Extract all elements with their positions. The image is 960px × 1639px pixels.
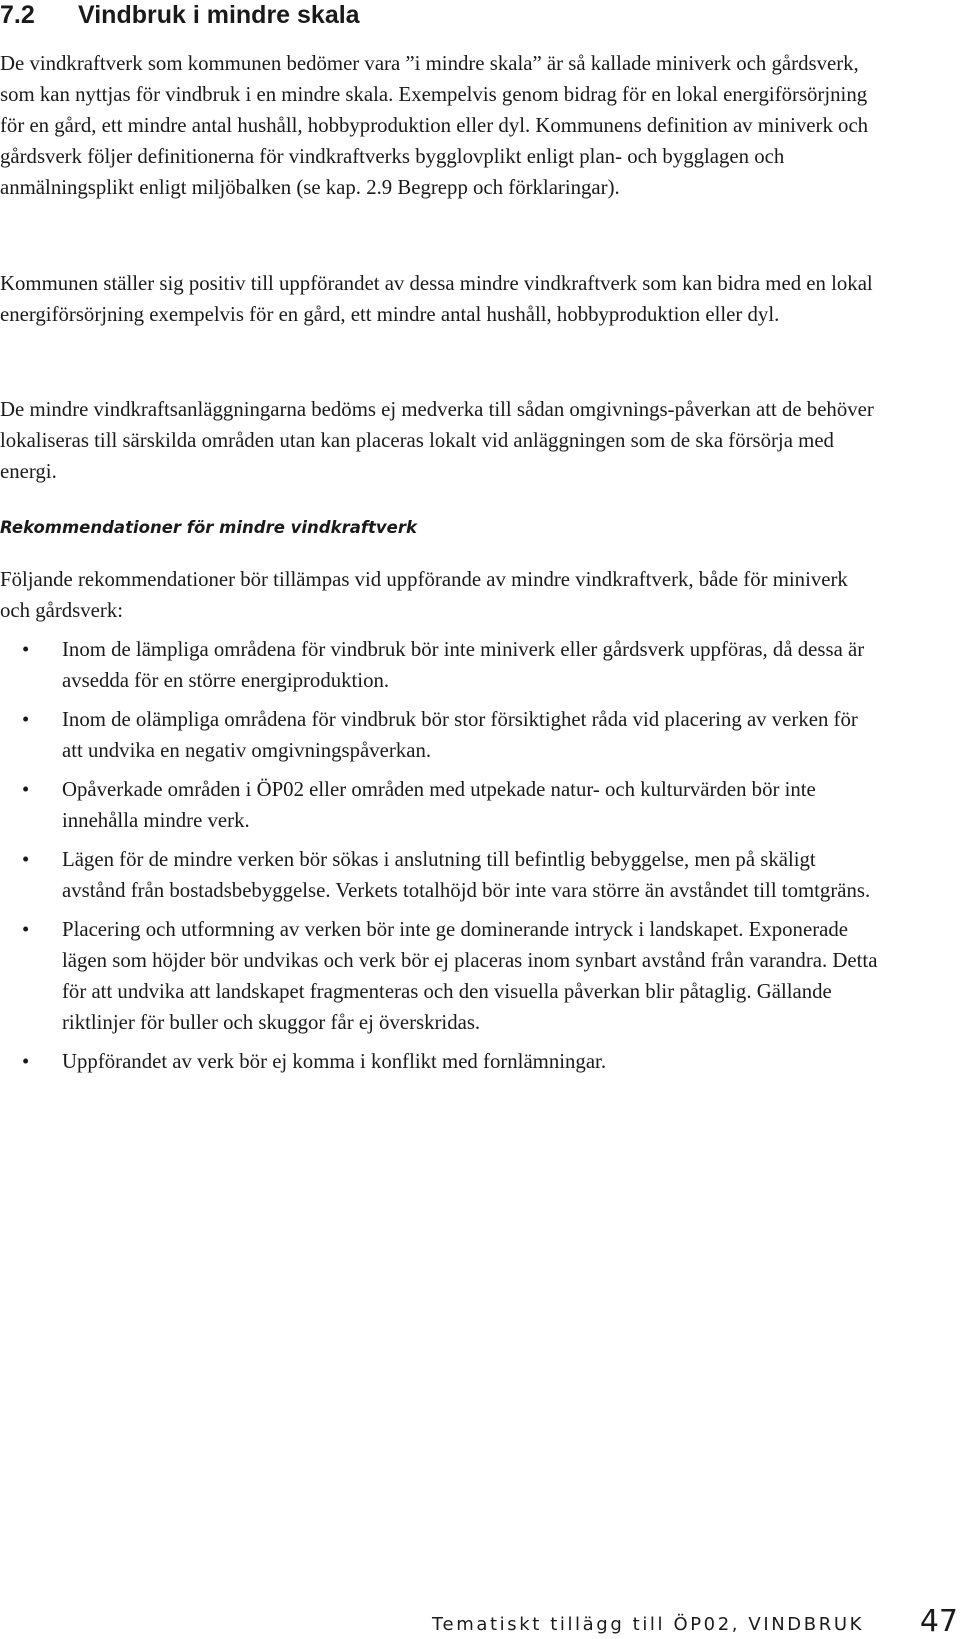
page-number: 47 [919,1604,958,1639]
recommendation-item [0,634,882,696]
bullet-icon: • [22,778,30,801]
footer-document-title: Tematiskt tillägg till ÖP02, VINDBRUK [431,1614,864,1635]
bullet-icon: • [22,1050,30,1073]
recommendation-text: Inom de lämpliga områdena för vindbruk bör inte miniverk eller gårdsverk uppföras, då dessa är avsedda för en större energiproduktion. [62,638,865,692]
recommendation-text: Opåverkade områden i ÖP02 eller områden med utpekade natur- och kulturvärden bör inte innehålla mindre verk. [62,778,816,832]
recommendation-item [0,1046,882,1077]
recommendations-list [0,634,900,1085]
bullet-icon: • [22,848,30,871]
page-footer [0,1604,960,1639]
paragraph-definition: De vindkraftverk som kommunen bedömer vara ”i mindre skala” är så kallade miniverk och gårdsverk, som kan nyttjas för vindbruk i en mindre skala. Exempelvis genom bidrag för en lokal energiförsörjning för en gård, ett mindre antal hushåll, hobbyproduktion eller dyl. Kommunens definition av miniverk och gårdsverk följer definitionerna för vindkraftverks bygglovplikt enligt plan- och bygglagen och anmälningsplikt enligt miljöbalken (se kap. 2.9 Begrepp och förklaringar). [0,52,869,199]
recommendation-item [0,704,882,766]
recommendations-intro: Följande rekommendationer bör tillämpas vid uppförande av mindre vindkraftverk, både för miniverk och gårdsverk: [0,568,848,622]
recommendation-item [0,774,882,836]
section-number: 7.2 [0,1,35,29]
bullet-icon: • [22,638,30,661]
recommendation-text: Lägen för de mindre verken bör sökas i anslutning till befintlig bebyggelse, men på skäligt avstånd från bostadsbebyggelse. Verkets totalhöjd bör inte vara större än avståndet till tomtgräns. [62,848,871,902]
recommendation-item [0,844,882,906]
recommendations-heading: Rekommendationer för mindre vindkraftverk [0,518,417,537]
bullet-icon: • [22,708,30,731]
section-title: Vindbruk i mindre skala [78,1,360,29]
section-heading [0,0,360,30]
recommendation-text: Inom de olämpliga områdena för vindbruk bör stor försiktighet råda vid placering av verken för att undvika en negativ omgivningspåverkan. [62,708,858,762]
recommendation-item [0,914,882,1038]
paragraph-municipal-position: Kommunen ställer sig positiv till uppförandet av dessa mindre vindkraftverk som kan bidra med en lokal energiförsörjning exempelvis för en gård, ett mindre antal hushåll, hobbyproduktion eller dyl. [0,272,873,326]
bullet-icon: • [22,918,30,941]
recommendation-text: Uppförandet av verk bör ej komma i konflikt med fornlämningar. [62,1050,607,1073]
paragraph-localisation: De mindre vindkraftsanläggningarna bedöms ej medverka till sådan omgivnings-påverkan att de behöver lokaliseras till särskilda områden utan kan placeras lokalt vid anläggningen som de ska försörja med energi. [0,398,874,483]
recommendation-text: Placering och utformning av verken bör inte ge dominerande intryck i landskapet. Exponerade lägen som höjder bör undvikas och verk bör ej placeras inom synbart avstånd från varandra. Detta för att undvika att landskapet fragmenteras och den visuella påverkan blir påtaglig. Gällande riktlinjer för buller och skuggor får ej överskridas. [62,918,878,1034]
